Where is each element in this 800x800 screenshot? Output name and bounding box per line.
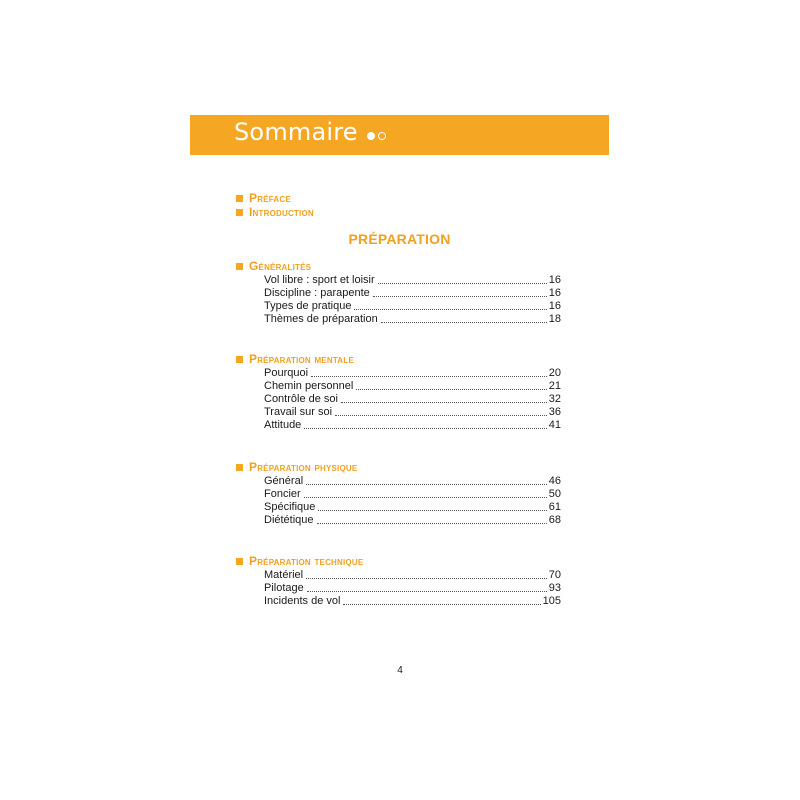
bullet-square-icon [236, 195, 243, 202]
toc-entry-page: 18 [548, 313, 561, 325]
toc-entry[interactable] [264, 581, 561, 595]
section-heading-preparation-mentale[interactable] [236, 352, 354, 366]
toc-entry-label: Vol libre : sport et loisir [264, 274, 375, 286]
toc-entry[interactable] [264, 405, 561, 419]
toc-entry[interactable] [264, 312, 561, 326]
toc-entry-page: 16 [548, 300, 561, 312]
toc-entry-label: Travail sur soi [264, 406, 333, 418]
section-heading-preparation-technique[interactable] [236, 554, 363, 568]
toc-entry[interactable] [264, 474, 561, 488]
toc-entry-label: Attitude [264, 419, 302, 431]
toc-entry-page: 20 [548, 367, 561, 379]
section-heading-generalites[interactable] [236, 259, 311, 273]
toc-entry-label: Chemin personnel [264, 380, 354, 392]
section-heading-label: Préparation mentale [249, 352, 354, 366]
dot-leader [343, 604, 540, 605]
dot-leader [306, 484, 547, 485]
toc-entry-label: Diététique [264, 514, 314, 526]
page-dots-icon [367, 131, 386, 141]
toc-entry-label: Contrôle de soi [264, 393, 338, 405]
toc-item-preface[interactable] [236, 191, 291, 205]
dot-leader [373, 296, 547, 297]
header-banner [190, 115, 609, 155]
toc-entry[interactable] [264, 487, 561, 501]
bullet-square-icon [236, 558, 243, 565]
toc-entry-label: Spécifique [264, 501, 316, 513]
toc-entry[interactable] [264, 418, 561, 432]
empty-dot-icon [378, 132, 386, 140]
filled-dot-icon [367, 132, 375, 140]
toc-entry[interactable] [264, 500, 561, 514]
bullet-square-icon [236, 356, 243, 363]
dot-leader [335, 415, 547, 416]
toc-entry-page: 16 [548, 287, 561, 299]
part-title: PRÉPARATION [348, 231, 451, 247]
toc-entry-page: 68 [548, 514, 561, 526]
toc-entry-label: Pilotage [264, 582, 304, 594]
toc-entry-page: 70 [548, 569, 561, 581]
toc-entry-page: 105 [542, 595, 561, 607]
toc-item-introduction[interactable] [236, 205, 314, 219]
toc-entry-label: Types de pratique [264, 300, 352, 312]
toc-entry[interactable] [264, 513, 561, 527]
dot-leader [304, 497, 547, 498]
dot-leader [318, 510, 546, 511]
section-heading-preparation-physique[interactable] [236, 460, 357, 474]
toc-entry-page: 61 [548, 501, 561, 513]
toc-entry-page: 21 [548, 380, 561, 392]
toc-entry[interactable] [264, 299, 561, 313]
toc-entry-label: Thèmes de préparation [264, 313, 378, 325]
bullet-square-icon [236, 263, 243, 270]
dot-leader [354, 309, 546, 310]
page-title: Sommaire [234, 118, 358, 146]
toc-entry-page: 50 [548, 488, 561, 500]
toc-entry[interactable] [264, 379, 561, 393]
toc-entry-label: Discipline : parapente [264, 287, 370, 299]
toc-item-label: Préface [249, 191, 291, 205]
bullet-square-icon [236, 464, 243, 471]
toc-entry-page: 46 [548, 475, 561, 487]
toc-entry[interactable] [264, 594, 561, 608]
section-heading-label: Préparation technique [249, 554, 364, 568]
dot-leader [378, 283, 547, 284]
toc-entry-label: Matériel [264, 569, 304, 581]
dot-leader [304, 428, 546, 429]
toc-entry[interactable] [264, 392, 561, 406]
toc-entry-page: 32 [548, 393, 561, 405]
toc-entry[interactable] [264, 366, 561, 380]
dot-leader [307, 591, 547, 592]
page-number: 4 [397, 665, 403, 676]
toc-entry[interactable] [264, 273, 561, 287]
section-heading-label: Généralités [249, 259, 312, 273]
toc-entry[interactable] [264, 568, 561, 582]
dot-leader [356, 389, 546, 390]
toc-entry-page: 41 [548, 419, 561, 431]
toc-item-label: Introduction [249, 205, 314, 219]
toc-entry-label: Incidents de vol [264, 595, 341, 607]
section-heading-label: Préparation physique [249, 460, 358, 474]
toc-entry-label: Foncier [264, 488, 301, 500]
toc-entry-page: 36 [548, 406, 561, 418]
toc-entry[interactable] [264, 286, 561, 300]
dot-leader [311, 376, 547, 377]
dot-leader [341, 402, 547, 403]
dot-leader [317, 523, 547, 524]
toc-entry-page: 16 [548, 274, 561, 286]
dot-leader [381, 322, 547, 323]
toc-entry-label: Pourquoi [264, 367, 309, 379]
toc-entry-page: 93 [548, 582, 561, 594]
bullet-square-icon [236, 209, 243, 216]
dot-leader [306, 578, 547, 579]
toc-entry-label: Général [264, 475, 304, 487]
